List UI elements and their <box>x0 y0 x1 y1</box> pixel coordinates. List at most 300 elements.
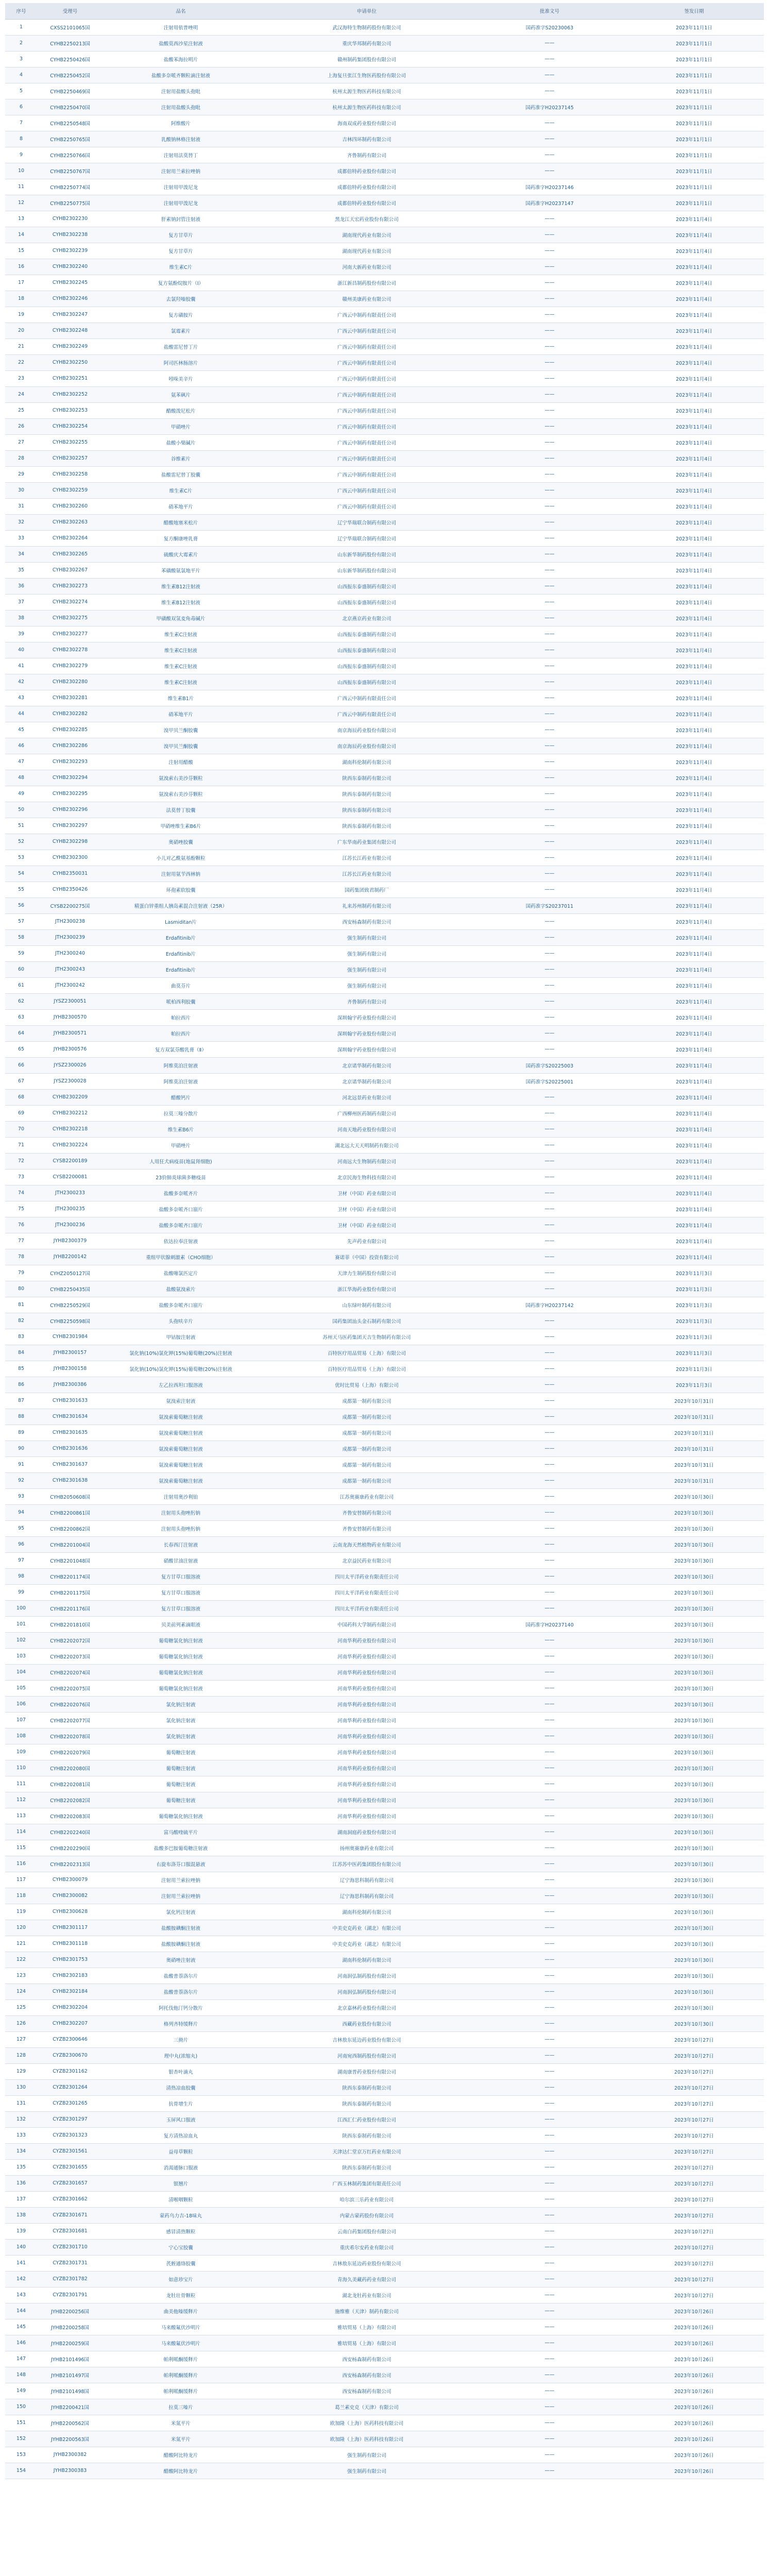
acceptance-number-cell: CYHB2250548国 <box>37 115 103 131</box>
applicant-cell: 西安杨森制药有限公司 <box>259 2351 475 2367</box>
applicant-cell: 云南白药集团股份有限公司 <box>259 2223 475 2239</box>
applicant-cell: 陕西东泰制药有限公司 <box>259 802 475 818</box>
applicant-cell: 葛兰素史克（天津）有限公司 <box>259 2399 475 2415</box>
table-row <box>5 19 764 35</box>
product-name-cell: 精蛋白锌重组人胰岛素混合注射液（25R） <box>103 897 259 913</box>
acceptance-number-cell: CYHB2302258 <box>37 466 103 482</box>
acceptance-number-cell: CYZB2301681 <box>37 2223 103 2239</box>
index-cell: 86 <box>5 1377 37 1393</box>
index-cell: 110 <box>5 1760 37 1776</box>
applicant-cell: 陕西东泰制药有限公司 <box>259 818 475 834</box>
approval-number-cell: —— <box>475 1089 624 1105</box>
table-row <box>5 131 764 147</box>
index-cell: 139 <box>5 2223 37 2239</box>
acceptance-number-cell: CYHB2302296 <box>37 802 103 818</box>
issue-date-cell: 2023年11月4日 <box>624 514 764 530</box>
acceptance-number-cell: CYHB2302300 <box>37 850 103 866</box>
table-row <box>5 418 764 434</box>
table-row <box>5 498 764 514</box>
applicant-cell: 湖南现代药业有限公司 <box>259 243 475 259</box>
issue-date-cell: 2023年11月4日 <box>624 1249 764 1265</box>
applicant-cell: 广西云中制药有限责任公司 <box>259 386 475 402</box>
acceptance-number-cell: CYHB2302252 <box>37 386 103 402</box>
index-cell: 40 <box>5 642 37 658</box>
acceptance-number-cell: CYHB2302293 <box>37 754 103 770</box>
applicant-cell: 成都第一制药有限公司 <box>259 1472 475 1488</box>
issue-date-cell: 2023年11月4日 <box>624 578 764 594</box>
table-row <box>5 1712 764 1728</box>
applicant-cell: 湖南科伦制药有限公司 <box>259 1904 475 1920</box>
index-cell: 127 <box>5 2031 37 2047</box>
issue-date-cell: 2023年10月30日 <box>624 1696 764 1712</box>
table-row <box>5 1888 764 1904</box>
product-name-cell: 氯化钠注射液 <box>103 1728 259 1744</box>
index-cell: 95 <box>5 1520 37 1536</box>
issue-date-cell: 2023年11月4日 <box>624 1217 764 1233</box>
product-name-cell: 氨溴索右美沙芬颗粒 <box>103 786 259 802</box>
index-cell: 11 <box>5 179 37 195</box>
acceptance-number-cell: CYZB2301297 <box>37 2111 103 2127</box>
applicant-cell: 江苏长江药业有限公司 <box>259 866 475 882</box>
approval-number-cell: —— <box>475 1776 624 1792</box>
acceptance-number-cell: JTH2300236 <box>37 1217 103 1233</box>
applicant-cell: 广西云中制药有限责任公司 <box>259 307 475 323</box>
table-row <box>5 147 764 163</box>
approval-number-cell: —— <box>475 259 624 275</box>
index-cell: 67 <box>5 1073 37 1089</box>
table-row <box>5 2047 764 2063</box>
applicant-cell: 广西云中制药有限责任公司 <box>259 482 475 498</box>
issue-date-cell: 2023年10月30日 <box>624 1680 764 1696</box>
product-name-cell: 阿维莫泊注射液 <box>103 1073 259 1089</box>
index-cell: 14 <box>5 227 37 243</box>
product-name-cell: 葡萄糖注射液 <box>103 1792 259 1808</box>
issue-date-cell: 2023年11月4日 <box>624 1009 764 1025</box>
product-name-cell: 米氮平片 <box>103 2415 259 2431</box>
approval-number-cell: —— <box>475 2031 624 2047</box>
acceptance-number-cell: CYHB2202081国 <box>37 1776 103 1792</box>
table-row <box>5 1824 764 1840</box>
approval-number-cell: —— <box>475 1600 624 1616</box>
acceptance-number-cell: CYHB2302224 <box>37 1137 103 1153</box>
index-cell: 122 <box>5 1952 37 1968</box>
table-row <box>5 1265 764 1281</box>
index-cell: 152 <box>5 2431 37 2447</box>
table-row <box>5 1552 764 1568</box>
issue-date-cell: 2023年10月30日 <box>624 1792 764 1808</box>
applicant-cell: 江苏奥赛康药业有限公司 <box>259 1488 475 1504</box>
acceptance-number-cell: JYHB2300383 <box>37 2463 103 2479</box>
index-cell: 64 <box>5 1025 37 1041</box>
approval-number-cell: —— <box>475 1217 624 1233</box>
table-row <box>5 2383 764 2399</box>
approval-number-cell: —— <box>475 51 624 67</box>
applicant-cell: 河南天地药业股份有限公司 <box>259 1121 475 1137</box>
applicant-cell: 广西云中制药有限责任公司 <box>259 706 475 722</box>
applicant-cell: 吉林四环制药有限公司 <box>259 131 475 147</box>
applicant-cell: 北京诺华制药有限公司 <box>259 1073 475 1089</box>
acceptance-number-cell: JTH2300242 <box>37 977 103 993</box>
issue-date-cell: 2023年10月31日 <box>624 1472 764 1488</box>
index-cell: 45 <box>5 722 37 738</box>
acceptance-number-cell: CYHB2302207 <box>37 2015 103 2031</box>
issue-date-cell: 2023年11月4日 <box>624 227 764 243</box>
applicant-cell: 广东华南药业集团有限公司 <box>259 834 475 850</box>
product-name-cell: 右旋布洛芬口服混悬液 <box>103 1856 259 1872</box>
acceptance-number-cell: CYHB2201175国 <box>37 1584 103 1600</box>
issue-date-cell: 2023年11月1日 <box>624 83 764 99</box>
index-cell: 23 <box>5 370 37 386</box>
approval-number-cell: —— <box>475 961 624 977</box>
approval-number-cell: —— <box>475 1728 624 1744</box>
approval-number-cell: —— <box>475 2351 624 2367</box>
index-cell: 153 <box>5 2447 37 2463</box>
acceptance-number-cell: CYHB2302212 <box>37 1105 103 1121</box>
product-name-cell: 注射用奥沙利铂 <box>103 1488 259 1504</box>
applicant-cell: 齐鲁安替制药有限公司 <box>259 1520 475 1536</box>
table-row <box>5 1377 764 1393</box>
applicant-cell: 广西云中制药有限责任公司 <box>259 466 475 482</box>
issue-date-cell: 2023年10月30日 <box>624 1536 764 1552</box>
issue-date-cell: 2023年11月4日 <box>624 882 764 897</box>
applicant-cell: 天津力生制药股份有限公司 <box>259 1265 475 1281</box>
acceptance-number-cell: CYHB2301984 <box>37 1329 103 1345</box>
approval-number-cell: —— <box>475 83 624 99</box>
issue-date-cell: 2023年10月30日 <box>624 1728 764 1744</box>
table-row <box>5 1968 764 1984</box>
index-cell: 43 <box>5 690 37 706</box>
index-cell: 154 <box>5 2463 37 2479</box>
issue-date-cell: 2023年10月27日 <box>624 2079 764 2095</box>
approval-number-cell: —— <box>475 2143 624 2159</box>
acceptance-number-cell: JTH2300235 <box>37 1201 103 1217</box>
approval-number-cell: —— <box>475 2095 624 2111</box>
index-cell: 85 <box>5 1361 37 1377</box>
approval-number-cell: —— <box>475 450 624 466</box>
table-row <box>5 1393 764 1409</box>
acceptance-number-cell: CYHB2350426 <box>37 882 103 897</box>
approval-number-cell: —— <box>475 1153 624 1169</box>
applicant-cell: 山西振东泰盛制药有限公司 <box>259 578 475 594</box>
acceptance-number-cell: JTH2300238 <box>37 913 103 929</box>
approval-number-cell: —— <box>475 1664 624 1680</box>
acceptance-number-cell: CYHB2302230 <box>37 211 103 227</box>
product-name-cell: 溴甲贝兰酮胶囊 <box>103 738 259 754</box>
acceptance-number-cell: CYHB2302267 <box>37 562 103 578</box>
product-name-cell: 盐酸多奈哌齐片 <box>103 1185 259 1201</box>
acceptance-number-cell: CYZB2301782 <box>37 2271 103 2287</box>
index-cell: 91 <box>5 1456 37 1472</box>
acceptance-number-cell: CYHB2300082 <box>37 1888 103 1904</box>
index-cell: 27 <box>5 434 37 450</box>
product-name-cell: 溴甲贝兰酮胶囊 <box>103 722 259 738</box>
approval-number-cell: —— <box>475 1712 624 1728</box>
issue-date-cell: 2023年11月4日 <box>624 770 764 786</box>
approval-number-cell: —— <box>475 834 624 850</box>
acceptance-number-cell: JYHB2200563国 <box>37 2431 103 2447</box>
product-name-cell: 帕利哌酮缓释片 <box>103 2351 259 2367</box>
issue-date-cell: 2023年11月4日 <box>624 1153 764 1169</box>
applicant-cell: 齐鲁安替制药有限公司 <box>259 1504 475 1520</box>
issue-date-cell: 2023年10月31日 <box>624 1393 764 1409</box>
index-cell: 116 <box>5 1856 37 1872</box>
product-name-cell: 维生素C注射液 <box>103 674 259 690</box>
issue-date-cell: 2023年11月4日 <box>624 370 764 386</box>
product-name-cell: 帕利哌酮缓释片 <box>103 2367 259 2383</box>
table-row <box>5 1504 764 1520</box>
applicant-cell: 广西云中制药有限责任公司 <box>259 323 475 338</box>
table-row <box>5 722 764 738</box>
acceptance-number-cell: CYZB2301561 <box>37 2143 103 2159</box>
applicant-cell: 河南华利药业股份有限公司 <box>259 1744 475 1760</box>
product-name-cell: 注射用法莫替丁 <box>103 147 259 163</box>
acceptance-number-cell: CYHB2050608国 <box>37 1488 103 1504</box>
applicant-cell: 辽宁海思科制药有限公司 <box>259 1888 475 1904</box>
index-cell: 133 <box>5 2127 37 2143</box>
applicant-cell: 成都第一制药有限公司 <box>259 1425 475 1440</box>
acceptance-number-cell: JYHB2300158 <box>37 1361 103 1377</box>
index-cell: 68 <box>5 1089 37 1105</box>
applicant-cell: 湖北龙牡药业有限公司 <box>259 2287 475 2303</box>
acceptance-number-cell: CYHB2350031 <box>37 866 103 882</box>
product-name-cell: 氨苯砜片 <box>103 386 259 402</box>
issue-date-cell: 2023年10月27日 <box>624 2287 764 2303</box>
acceptance-number-cell: CYHB2250765国 <box>37 131 103 147</box>
acceptance-number-cell: JYHB2300382 <box>37 2447 103 2463</box>
product-name-cell: 氨溴索注射液 <box>103 1393 259 1409</box>
approval-number-cell: 国药准字H20237145 <box>475 99 624 115</box>
table-row <box>5 1409 764 1425</box>
applicant-cell: 辽宁华瑞联合制药有限公司 <box>259 530 475 546</box>
approval-number-cell: —— <box>475 2191 624 2207</box>
product-name-cell: 复方氨酚烷胺片（I） <box>103 275 259 291</box>
acceptance-number-cell: CYHB2202076国 <box>37 1696 103 1712</box>
index-cell: 119 <box>5 1904 37 1920</box>
issue-date-cell: 2023年10月31日 <box>624 1409 764 1425</box>
table-row <box>5 1361 764 1377</box>
product-name-cell: 盐酸多巴胺葡萄糖注射液 <box>103 1840 259 1856</box>
issue-date-cell: 2023年10月26日 <box>624 2431 764 2447</box>
table-row <box>5 1472 764 1488</box>
issue-date-cell: 2023年11月4日 <box>624 690 764 706</box>
applicant-cell: 中美史克药业（湖北）有限公司 <box>259 1920 475 1936</box>
acceptance-number-cell: CYHB2302275 <box>37 610 103 626</box>
issue-date-cell: 2023年11月4日 <box>624 1089 764 1105</box>
issue-date-cell: 2023年11月4日 <box>624 818 764 834</box>
index-cell: 5 <box>5 83 37 99</box>
issue-date-cell: 2023年11月4日 <box>624 642 764 658</box>
product-name-cell: 硝苯地平片 <box>103 498 259 514</box>
table-row <box>5 354 764 370</box>
approval-number-cell: —— <box>475 690 624 706</box>
approval-number-cell: —— <box>475 706 624 722</box>
index-cell: 84 <box>5 1345 37 1361</box>
product-name-cell: 盐酸胺碘酮注射液 <box>103 1936 259 1952</box>
product-name-cell: 苯磺酸氨氯地平片 <box>103 562 259 578</box>
issue-date-cell: 2023年11月4日 <box>624 482 764 498</box>
table-row <box>5 402 764 418</box>
applicant-cell: 浙江新昌制药股份有限公司 <box>259 275 475 291</box>
index-cell: 109 <box>5 1744 37 1760</box>
product-name-cell: 富马酸喹硫平片 <box>103 1824 259 1840</box>
index-cell: 76 <box>5 1217 37 1233</box>
approval-number-cell: —— <box>475 275 624 291</box>
table-row <box>5 2239 764 2255</box>
applicant-cell: 西安杨森制药有限公司 <box>259 913 475 929</box>
product-name-cell: 甲硝唑片 <box>103 418 259 434</box>
index-cell: 24 <box>5 386 37 402</box>
index-cell: 4 <box>5 67 37 83</box>
acceptance-number-cell: CYHB2250469国 <box>37 83 103 99</box>
applicant-cell: 河南润弘制药股份有限公司 <box>259 1968 475 1984</box>
acceptance-number-cell: CYHB2302260 <box>37 498 103 514</box>
issue-date-cell: 2023年11月1日 <box>624 163 764 179</box>
applicant-cell: 齐鲁制药有限公司 <box>259 147 475 163</box>
approval-number-cell: —— <box>475 386 624 402</box>
issue-date-cell: 2023年11月4日 <box>624 993 764 1009</box>
index-cell: 148 <box>5 2367 37 2383</box>
product-name-cell: 注射用兰索拉唑钠 <box>103 163 259 179</box>
product-name-cell: 阿维酸片 <box>103 115 259 131</box>
table-row <box>5 1696 764 1712</box>
applicant-cell: 广西云中制药有限责任公司 <box>259 338 475 354</box>
product-name-cell: 复方清热凉血丸 <box>103 2127 259 2143</box>
acceptance-number-cell: CYHB2202077国 <box>37 1712 103 1728</box>
index-cell: 12 <box>5 195 37 211</box>
acceptance-number-cell: CYHB2200862国 <box>37 1520 103 1536</box>
product-name-cell: 头孢呋辛片 <box>103 1313 259 1329</box>
table-row <box>5 2191 764 2207</box>
table-row <box>5 2127 764 2143</box>
applicant-cell: 湖南现代药业有限公司 <box>259 227 475 243</box>
product-name-cell: 盐酸噻氯匹定片 <box>103 1265 259 1281</box>
issue-date-cell: 2023年10月27日 <box>624 2143 764 2159</box>
approval-number-cell: —— <box>475 2367 624 2383</box>
index-cell: 136 <box>5 2175 37 2191</box>
issue-date-cell: 2023年11月1日 <box>624 19 764 35</box>
product-name-cell: 盐酸多奈哌齐颗粒滴注射液 <box>103 67 259 83</box>
acceptance-number-cell: CYHB2250470国 <box>37 99 103 115</box>
product-name-cell: 阿维莫泊注射液 <box>103 1057 259 1073</box>
acceptance-number-cell: CYHB2202073国 <box>37 1648 103 1664</box>
applicant-cell: 山东绿叶制药有限公司 <box>259 1297 475 1313</box>
approval-number-cell: —— <box>475 993 624 1009</box>
issue-date-cell: 2023年11月1日 <box>624 115 764 131</box>
table-row <box>5 1137 764 1153</box>
index-cell: 52 <box>5 834 37 850</box>
applicant-cell: 强生制药有限公司 <box>259 2463 475 2479</box>
issue-date-cell: 2023年10月27日 <box>624 2271 764 2287</box>
index-cell: 10 <box>5 163 37 179</box>
index-cell: 6 <box>5 99 37 115</box>
index-cell: 138 <box>5 2207 37 2223</box>
index-cell: 123 <box>5 1968 37 1984</box>
acceptance-number-cell: JYHB2300379 <box>37 1233 103 1249</box>
acceptance-number-cell: JYHB2200258国 <box>37 2319 103 2335</box>
approval-number-cell: —— <box>475 67 624 83</box>
approval-number-cell: —— <box>475 1025 624 1041</box>
table-row <box>5 786 764 802</box>
product-name-cell: 盐酸苯海拉明片 <box>103 51 259 67</box>
index-cell: 100 <box>5 1600 37 1616</box>
issue-date-cell: 2023年11月4日 <box>624 594 764 610</box>
product-name-cell: 氨溴索葡萄糖注射液 <box>103 1440 259 1456</box>
table-row <box>5 179 764 195</box>
acceptance-number-cell: CYHB2301634 <box>37 1409 103 1425</box>
applicant-cell: 哈尔滨三乐药业有限公司 <box>259 2191 475 2207</box>
acceptance-number-cell: CYHB2201048国 <box>37 1552 103 1568</box>
applicant-cell: 扬州奥赛康药业有限公司 <box>259 1840 475 1856</box>
issue-date-cell: 2023年10月30日 <box>624 1840 764 1856</box>
approval-number-cell: —— <box>475 2415 624 2431</box>
approval-number-cell: —— <box>475 578 624 594</box>
issue-date-cell: 2023年10月30日 <box>624 1904 764 1920</box>
product-name-cell: 阿托伐他汀钙分散片 <box>103 1999 259 2015</box>
acceptance-number-cell: CYHB2302204 <box>37 1999 103 2015</box>
issue-date-cell: 2023年10月30日 <box>624 1760 764 1776</box>
approval-number-cell: —— <box>475 913 624 929</box>
applicant-cell: 广西云中制药有限责任公司 <box>259 434 475 450</box>
approval-number-cell: —— <box>475 2223 624 2239</box>
product-name-cell: 氨溴索葡萄糖注射液 <box>103 1425 259 1440</box>
table-row <box>5 1073 764 1089</box>
index-cell: 104 <box>5 1664 37 1680</box>
table-row <box>5 530 764 546</box>
approval-number-cell: —— <box>475 1393 624 1409</box>
acceptance-number-cell: JYHB2200421国 <box>37 2399 103 2415</box>
issue-date-cell: 2023年10月30日 <box>624 1920 764 1936</box>
acceptance-number-cell: CYZB2301657 <box>37 2175 103 2191</box>
approval-number-cell: —— <box>475 610 624 626</box>
applicant-cell: 辽宁华瑞联合制药有限公司 <box>259 514 475 530</box>
approval-number-cell: —— <box>475 546 624 562</box>
index-cell: 16 <box>5 259 37 275</box>
approval-number-cell: —— <box>475 131 624 147</box>
acceptance-number-cell: CYHB2250426国 <box>37 51 103 67</box>
approval-number-cell: —— <box>475 1856 624 1872</box>
applicant-cell: 齐鲁制药有限公司 <box>259 993 475 1009</box>
table-row <box>5 450 764 466</box>
product-name-cell: 葡萄糖注射液 <box>103 1760 259 1776</box>
table-row <box>5 1520 764 1536</box>
table-row <box>5 1632 764 1648</box>
table-row <box>5 1936 764 1952</box>
product-name-cell: 消渴通脉口服液 <box>103 2159 259 2175</box>
approval-number-cell: —— <box>475 1456 624 1472</box>
product-name-cell: 维生素C注射液 <box>103 642 259 658</box>
issue-date-cell: 2023年11月3日 <box>624 1297 764 1313</box>
index-cell: 126 <box>5 2015 37 2031</box>
approval-number-cell: —— <box>475 1009 624 1025</box>
issue-date-cell: 2023年10月30日 <box>624 1632 764 1648</box>
index-cell: 63 <box>5 1009 37 1025</box>
approval-number-cell: —— <box>475 658 624 674</box>
applicant-cell: 辽宁海思科制药有限公司 <box>259 1872 475 1888</box>
approval-number-cell: —— <box>475 2335 624 2351</box>
applicant-cell: 雅培贸易（上海）有限公司 <box>259 2319 475 2335</box>
product-name-cell: 硝苯地平片 <box>103 706 259 722</box>
issue-date-cell: 2023年11月4日 <box>624 243 764 259</box>
acceptance-number-cell: CYHB2302264 <box>37 530 103 546</box>
product-name-cell: 氯化钠注射液 <box>103 1696 259 1712</box>
acceptance-number-cell: CYHB2202083国 <box>37 1808 103 1824</box>
acceptance-number-cell: JYSZ2300028 <box>37 1073 103 1089</box>
acceptance-number-cell: CYZB2301162 <box>37 2063 103 2079</box>
acceptance-number-cell: JYHB2200259国 <box>37 2335 103 2351</box>
index-cell: 2 <box>5 35 37 51</box>
applicant-cell: 北京益民药业有限公司 <box>259 1552 475 1568</box>
table-row <box>5 1089 764 1105</box>
